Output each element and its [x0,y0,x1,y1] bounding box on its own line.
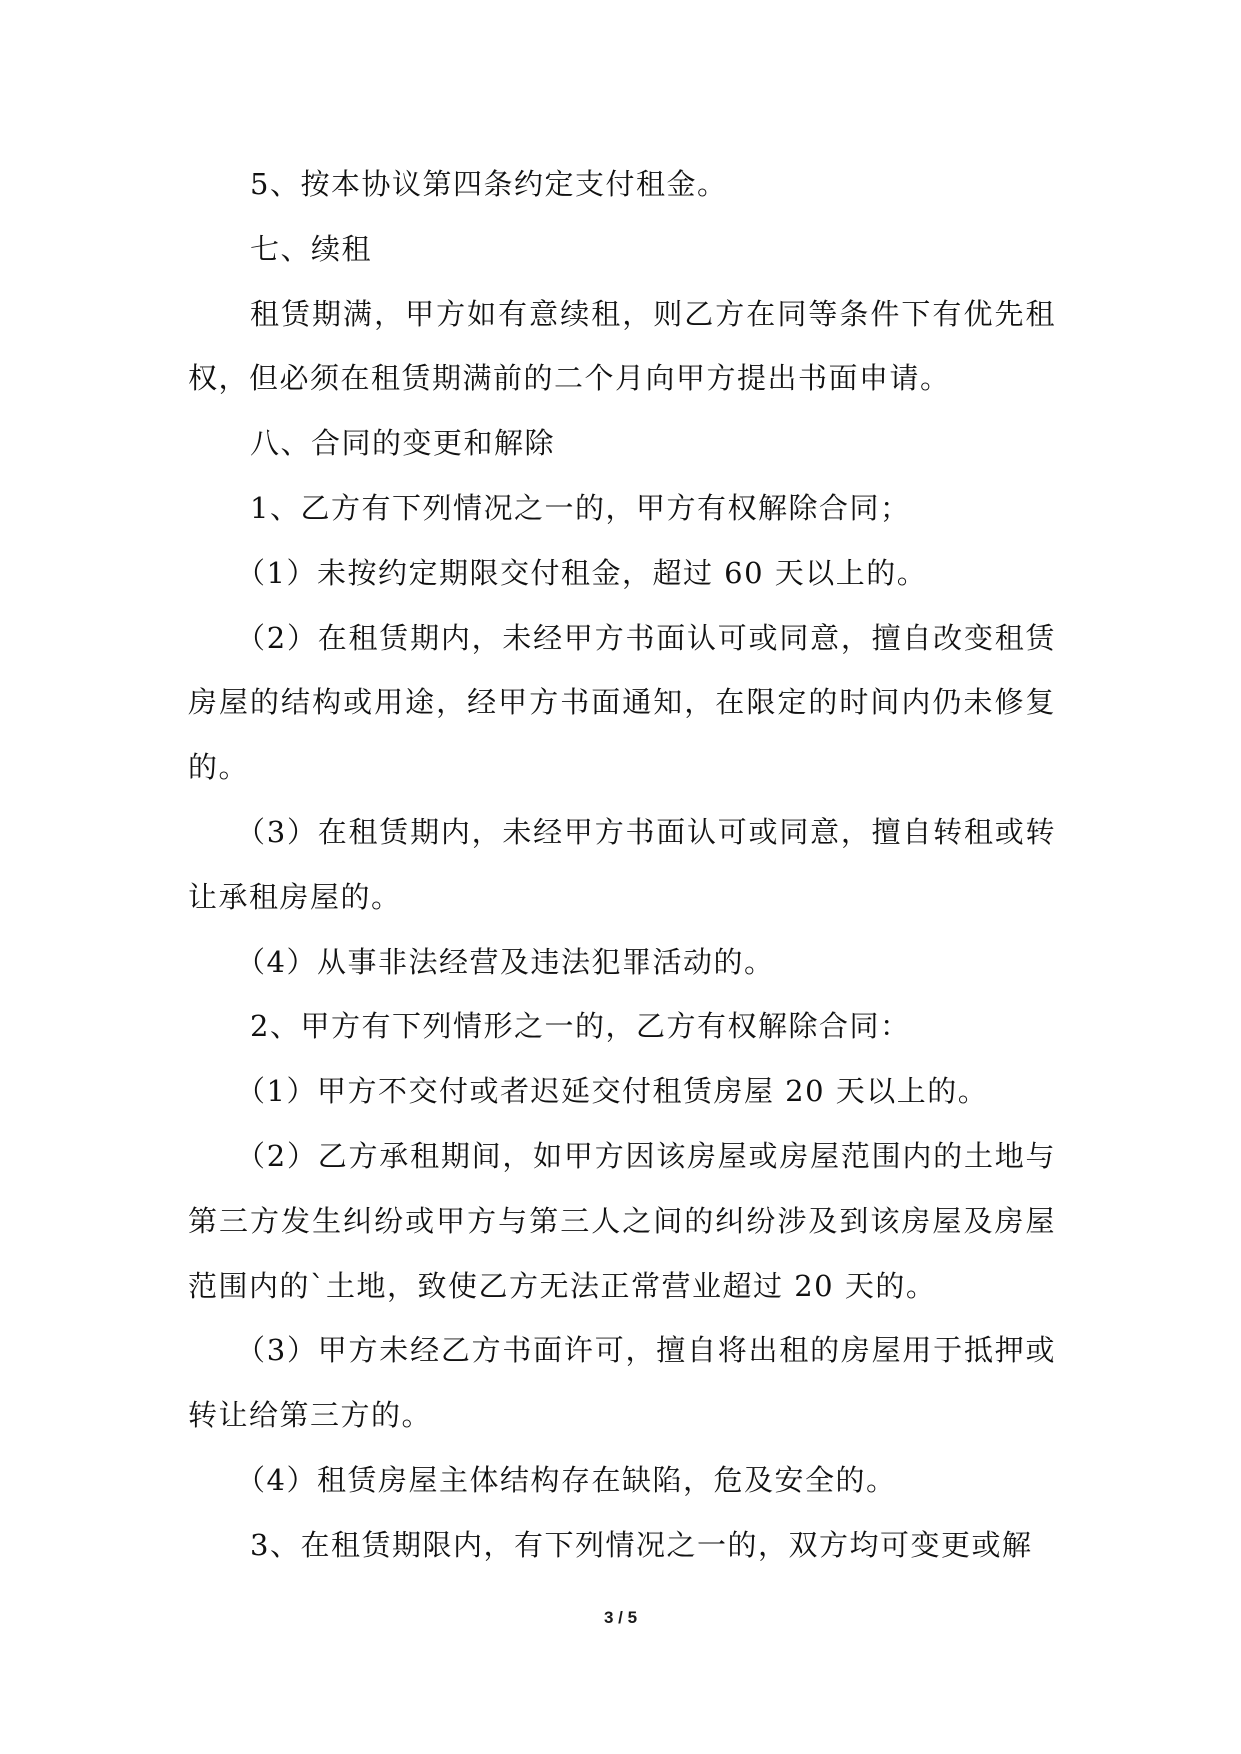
clause-8-1-item-1: （1）未按约定期限交付租金，超过 60 天以上的。 [236,555,928,590]
clause-8-1-item-3: （3）在租赁期内，未经甲方书面认可或同意，擅自转租或转让承租房屋的。 [188,814,1056,914]
section-heading-7-renewal: 七、续租 [250,231,373,266]
clause-8-2-item-2: （2）乙方承租期间，如甲方因该房屋或房屋范围内的土地与第三方发生纠纷或甲方与第三人之间的纠纷涉及到该房屋及房屋范围内的`土地，致使乙方无法正常营业超过 20 天的。 [188,1138,1056,1303]
clause-8-2-item-3: （3）甲方未经乙方书面许可，擅自将出租的房屋用于抵押或转让给第三方的。 [188,1333,1056,1433]
clause-8-1: 1、乙方有下列情况之一的，甲方有权解除合同； [250,490,911,525]
clause-8-2-item-4: （4）租赁房屋主体结构存在缺陷，危及安全的。 [236,1462,897,1497]
clause-8-2-item-1: （1）甲方不交付或者迟延交付租赁房屋 20 天以上的。 [236,1074,989,1109]
page-number: 3 / 5 [603,1608,638,1627]
document-body [188,152,1056,1578]
section-heading-8-change-termination: 八、合同的变更和解除 [250,426,556,461]
clause-8-3: 3、在租赁期限内，有下列情况之一的，双方均可变更或解 [250,1527,1033,1562]
renewal-paragraph: 租赁期满，甲方如有意续租，则乙方在同等条件下有优先租权，但必须在租赁期满前的二个月向甲方提出书面申请。 [188,296,1056,396]
clause-6-item-5: 5、按本协议第四条约定支付租金。 [250,167,728,201]
clause-8-1-item-4: （4）从事非法经营及违法犯罪活动的。 [236,944,775,979]
clause-8-2: 2、甲方有下列情形之一的，乙方有权解除合同： [250,1009,911,1044]
clause-8-1-item-2: （2）在租赁期内，未经甲方书面认可或同意，擅自改变租赁房屋的结构或用途，经甲方书面通知，在限定的时间内仍未修复的。 [188,620,1056,785]
